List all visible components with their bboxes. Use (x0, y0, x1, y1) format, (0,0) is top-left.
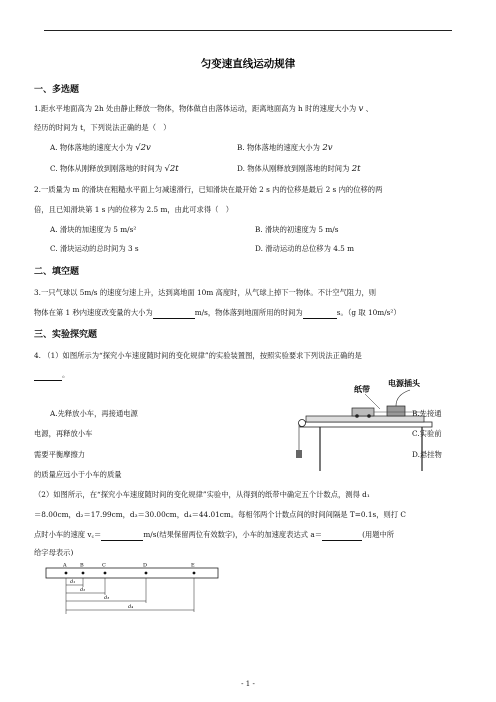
table-top (300, 422, 432, 427)
q4-option-c-cont: 需要平衡摩擦力 (34, 450, 86, 459)
q3-blank-1[interactable] (153, 308, 195, 319)
header-rule (44, 30, 452, 31)
q4-part2-line2: ＝8.00cm，d₂＝17.99cm，d₃＝30.00cm，d₄＝44.01cm。每相邻两个计数点间的时间间隔是 T=0.1s，则打 C (34, 510, 406, 519)
q3-blank-2[interactable] (303, 308, 337, 319)
tape-point-b (82, 572, 85, 575)
q4-line2: 。 (34, 370, 458, 381)
tape-point-d (145, 572, 148, 575)
q2-option-d[interactable]: D. 滑动运动的总位移为 4.5 m (255, 244, 355, 253)
q4-option-d[interactable]: D.悬挂物 (412, 450, 442, 459)
q4-part2-line3: 点时小车的速度 v꜀＝ m/s(结果保留两位有效数字)，小车的加速度表达式 a＝ (用题中所 (34, 530, 395, 539)
q2-option-c[interactable]: C. 滑块运动的总时间为 3 s (50, 244, 139, 253)
q4-part2-line1: （2）如图所示，在“探究小车速度随时间的变化规律”实验中，从得到的纸带中确定五个计数点，测得 d₁ (34, 490, 370, 499)
q4-option-b[interactable]: B.先接通 (412, 409, 442, 418)
tape-label-c: C (102, 562, 106, 569)
q4-blank-velocity[interactable] (101, 530, 143, 541)
q4-option-a[interactable]: A.先释放小车，再接通电源 (50, 409, 138, 418)
q4-option-c[interactable]: C.实验前 (412, 429, 442, 438)
tape-strip (46, 568, 218, 578)
tape-label-a: A (63, 562, 67, 569)
tape-label-d: D (143, 562, 148, 569)
label-d3: d₃ (104, 595, 110, 601)
q4-part2-line4: 给字母表示) (34, 548, 74, 557)
section-heading-fill-blank: 二、填空题 (34, 267, 80, 277)
hanging-weight (296, 450, 302, 458)
q1-stem-line1: 1.距水平地面高为 2h 处由静止释放一物体，物体做自由落体运动，距离地面高为 h 时的速度大小为 v 、 (34, 104, 373, 114)
q4-blank-acceleration[interactable] (322, 530, 362, 541)
label-tape: 纸带 (354, 384, 370, 394)
paper-tape-figure (42, 562, 222, 620)
cart-wheel-2 (367, 414, 371, 418)
q3-line1: 3.一只气球以 5m/s 的速度匀速上升，达到离地面 10m 高度时，从气球上掉下一物体。不计空气阻力，则 (34, 288, 377, 297)
label-plug: 电源插头 (388, 378, 420, 388)
power-cord (396, 390, 410, 406)
q4-option-d-cont: 的质量应远小于小车的质量 (34, 470, 122, 479)
label-d4: d₄ (128, 604, 134, 610)
q2-option-b[interactable]: B. 滑块的初速度为 5 m/s (255, 225, 339, 234)
tape-label-e: E (191, 562, 195, 569)
label-d1: d₁ (70, 579, 76, 585)
q1-option-d[interactable]: D. 物体从刚释放到刚落地的时间为 2t (237, 164, 361, 174)
section-heading-multiple-choice: 一、多选题 (34, 85, 80, 95)
page-title: 匀变速直线运动规律 (200, 58, 296, 70)
tape-label-b: B (80, 562, 84, 569)
section-heading-experiment: 三、实验探究题 (34, 330, 98, 340)
q1-option-b[interactable]: B. 物体落地的速度大小为 2v (237, 143, 333, 153)
q1-stem-line2: 经历的时间为 t，下列说法正确的是（ ） (34, 123, 171, 132)
cart-wheel-1 (355, 414, 359, 418)
tape-pointer (365, 394, 380, 409)
q1-option-a[interactable]: A. 物体落地的速度大小为 √2v (50, 143, 151, 153)
q4-blank-1[interactable] (34, 370, 62, 381)
q2-stem-line1: 2.一质量为 m 的滑块在粗糙水平面上匀减速滑行，已知滑块在最开始 2 s 内的位移是最后 2 s 内的位移的两 (34, 185, 383, 194)
tape-point-c (104, 572, 107, 575)
tape-point-e (193, 572, 196, 575)
q3-line2: 物体在第 1 秒内速度改变量的大小为 m/s，物体落到地面所用的时间为 s。（g 取 10m/s²） (34, 308, 401, 317)
timer (387, 406, 405, 416)
page-number: - 1 - (241, 680, 255, 688)
tape-point-a (65, 572, 68, 575)
q2-option-a[interactable]: A. 滑块的加速度为 5 m/s² (50, 225, 137, 234)
q4-line1: 4. （1）如图所示为“探究小车速度随时间的变化规律”的实验装置图，按照实验要求下列说法正确的是 (34, 351, 362, 360)
track (306, 416, 424, 422)
pulley (299, 420, 306, 427)
label-d2: d₂ (80, 587, 86, 593)
cart (352, 408, 374, 416)
q4-option-b-cont: 电源，再释放小车 (34, 429, 93, 438)
q1-option-c[interactable]: C. 物体从刚释放到刚落地的时间为 √2t (50, 164, 179, 174)
q2-stem-line2: 倍，且已知滑块第 1 s 内的位移为 2.5 m，由此可求得（ ） (34, 205, 234, 214)
